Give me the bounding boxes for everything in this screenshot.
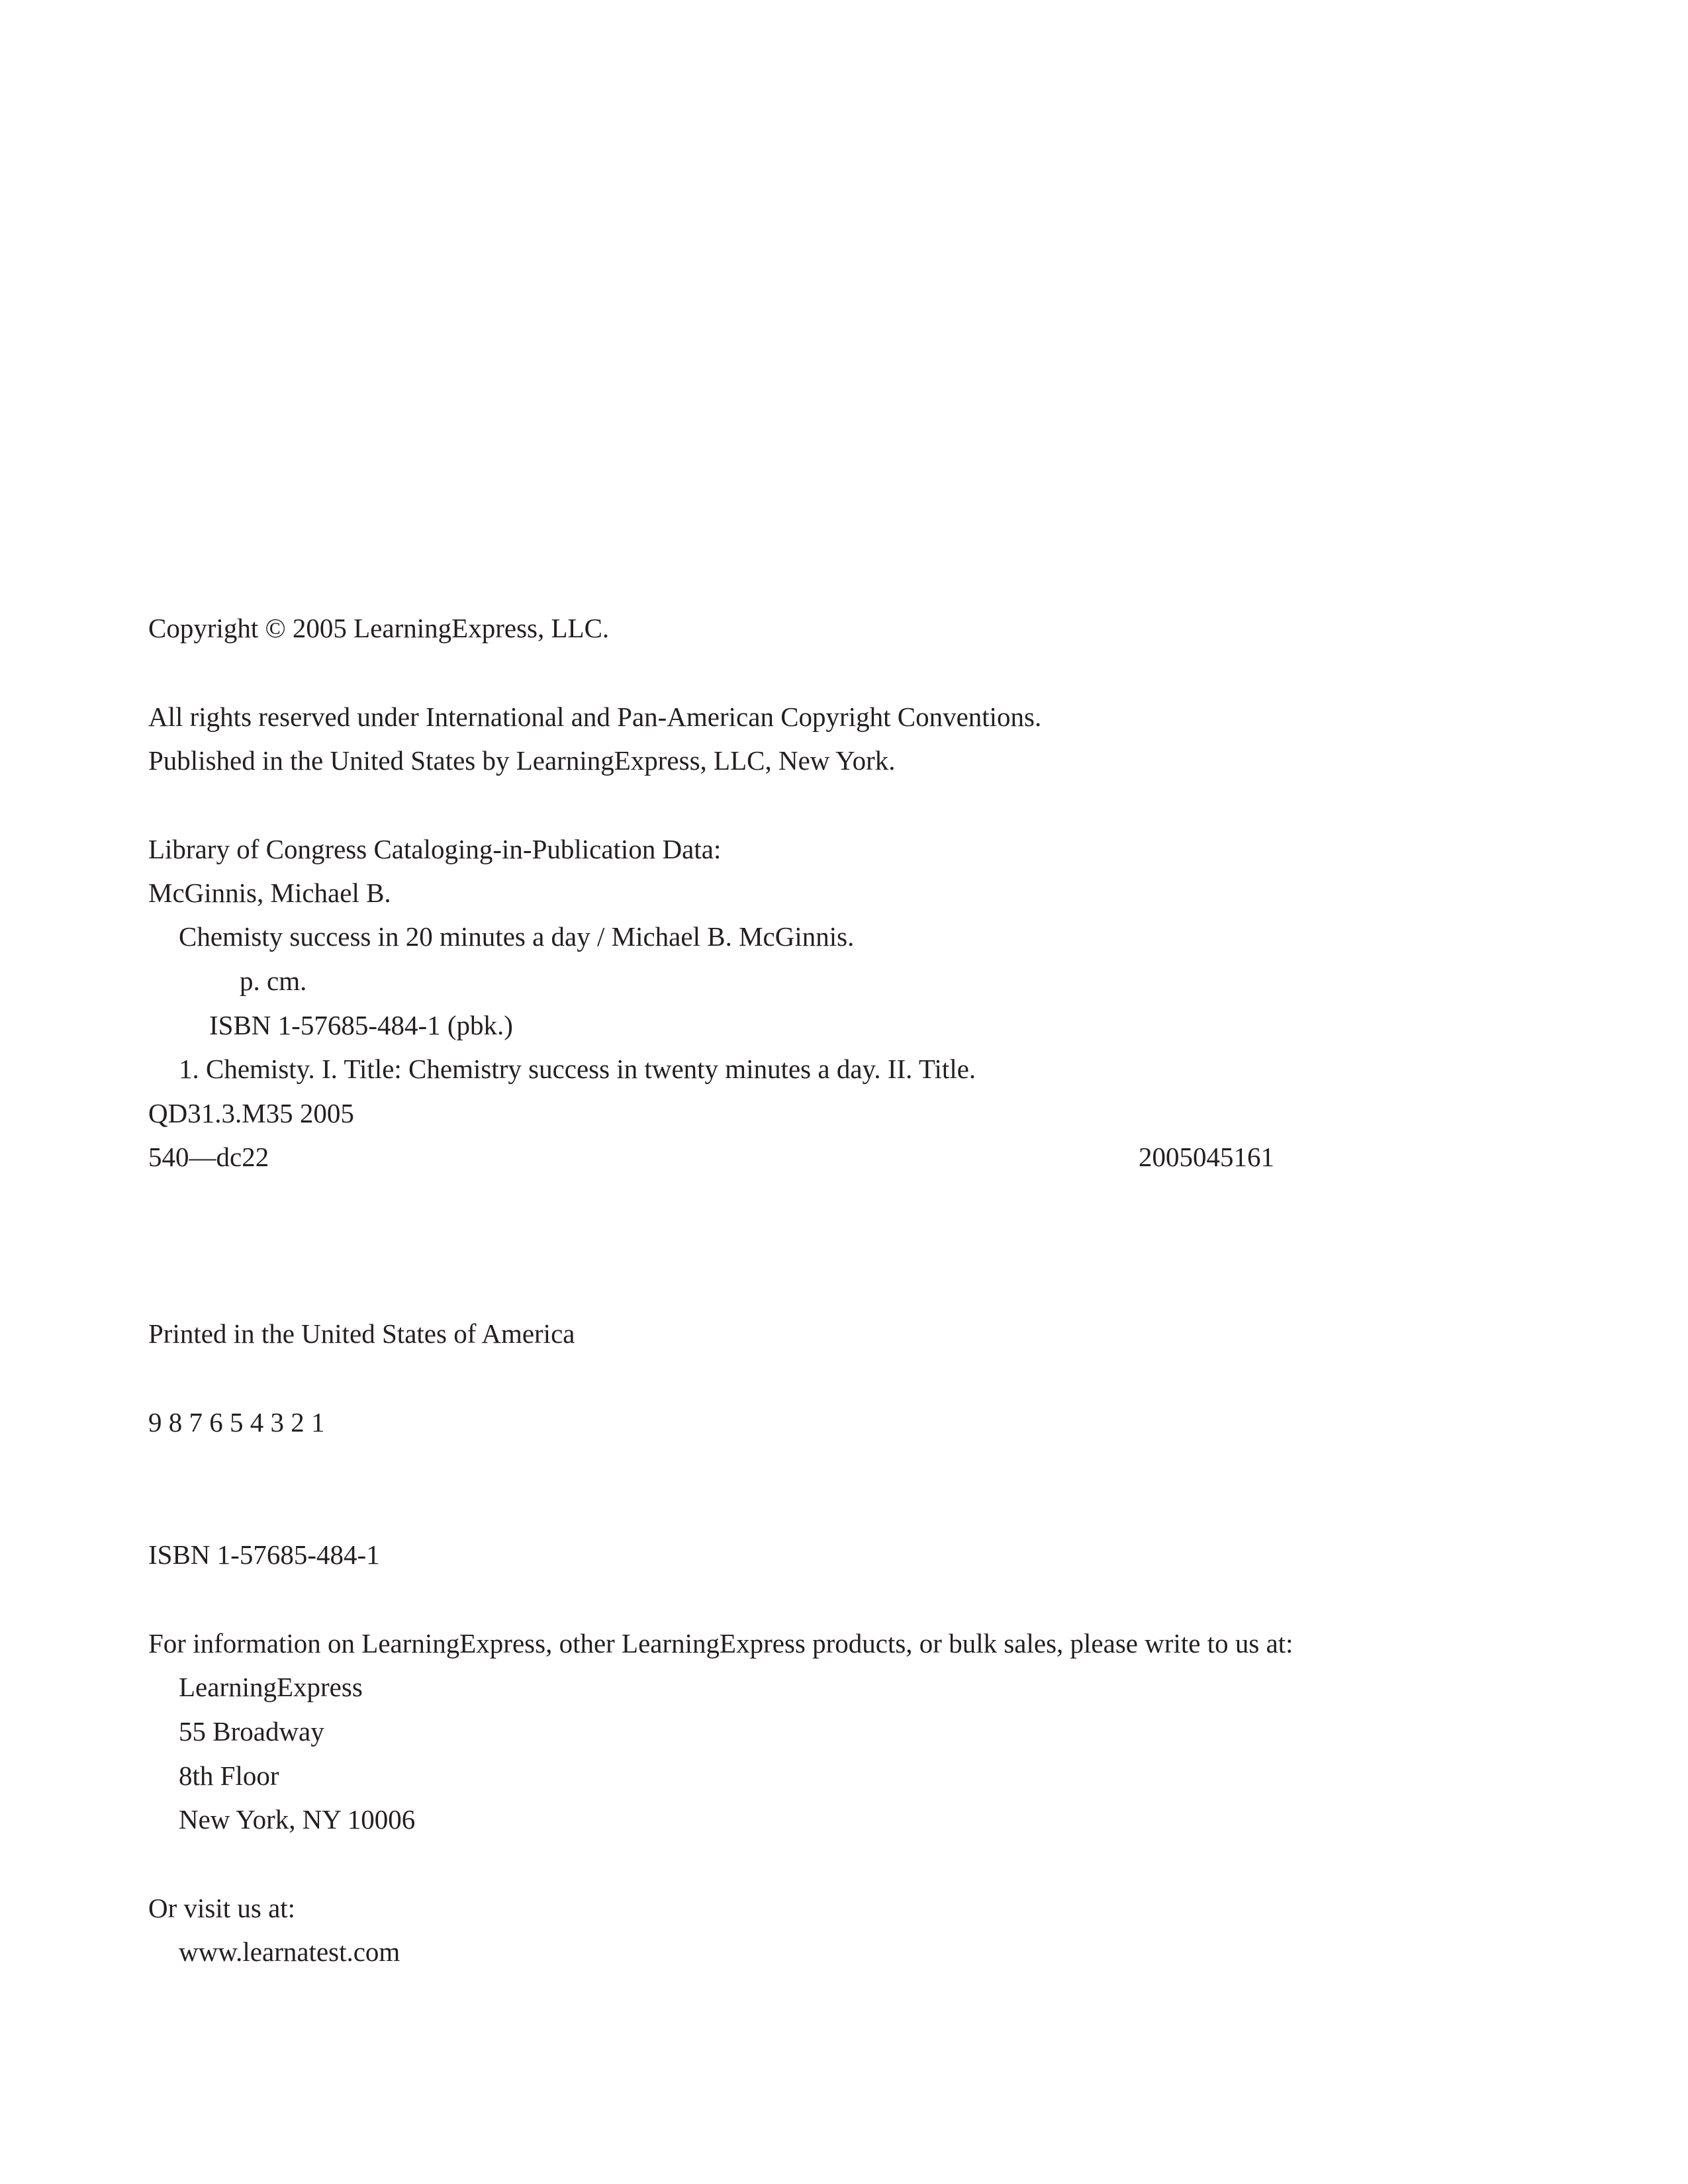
contact-floor: 8th Floor: [179, 1760, 279, 1791]
contact-city: New York, NY 10006: [179, 1804, 416, 1835]
cip-title: Chemisty success in 20 minutes a day / Michael B. McGinnis.: [179, 921, 855, 952]
published-line: Published in the United States by LearningExpress, LLC, New York.: [148, 745, 896, 776]
cip-subjects: 1. Chemisty. I. Title: Chemistry success in twenty minutes a day. II. Title.: [179, 1054, 976, 1084]
cip-heading: Library of Congress Cataloging-in-Publication Data:: [148, 834, 722, 864]
visit-url[interactable]: www.learnatest.com: [179, 1936, 400, 1967]
copyright-line: Copyright © 2005 LearningExpress, LLC.: [148, 613, 610, 643]
cip-lccn: 2005045161: [1139, 1142, 1274, 1172]
contact-intro: For information on LearningExpress, other LearningExpress products, or bulk sales, please write to us at:: [148, 1628, 1293, 1659]
cip-lc-call-number: QD31.3.M35 2005: [148, 1098, 354, 1128]
printed-line: Printed in the United States of America: [148, 1318, 575, 1349]
cip-isbn: ISBN 1-57685-484-1 (pbk.): [209, 1010, 513, 1040]
rights-line: All rights reserved under International and Pan-American Copyright Conventions.: [148, 702, 1042, 732]
contact-street: 55 Broadway: [179, 1716, 324, 1747]
contact-name: LearningExpress: [179, 1672, 363, 1702]
isbn-line: ISBN 1-57685-484-1: [148, 1539, 380, 1570]
printing-line: 9 8 7 6 5 4 3 2 1: [148, 1407, 325, 1437]
cip-dewey: 540—dc22: [148, 1142, 269, 1172]
visit-intro: Or visit us at:: [148, 1893, 296, 1923]
cip-pagination: p. cm.: [240, 966, 307, 996]
cip-author: McGinnis, Michael B.: [148, 878, 391, 908]
